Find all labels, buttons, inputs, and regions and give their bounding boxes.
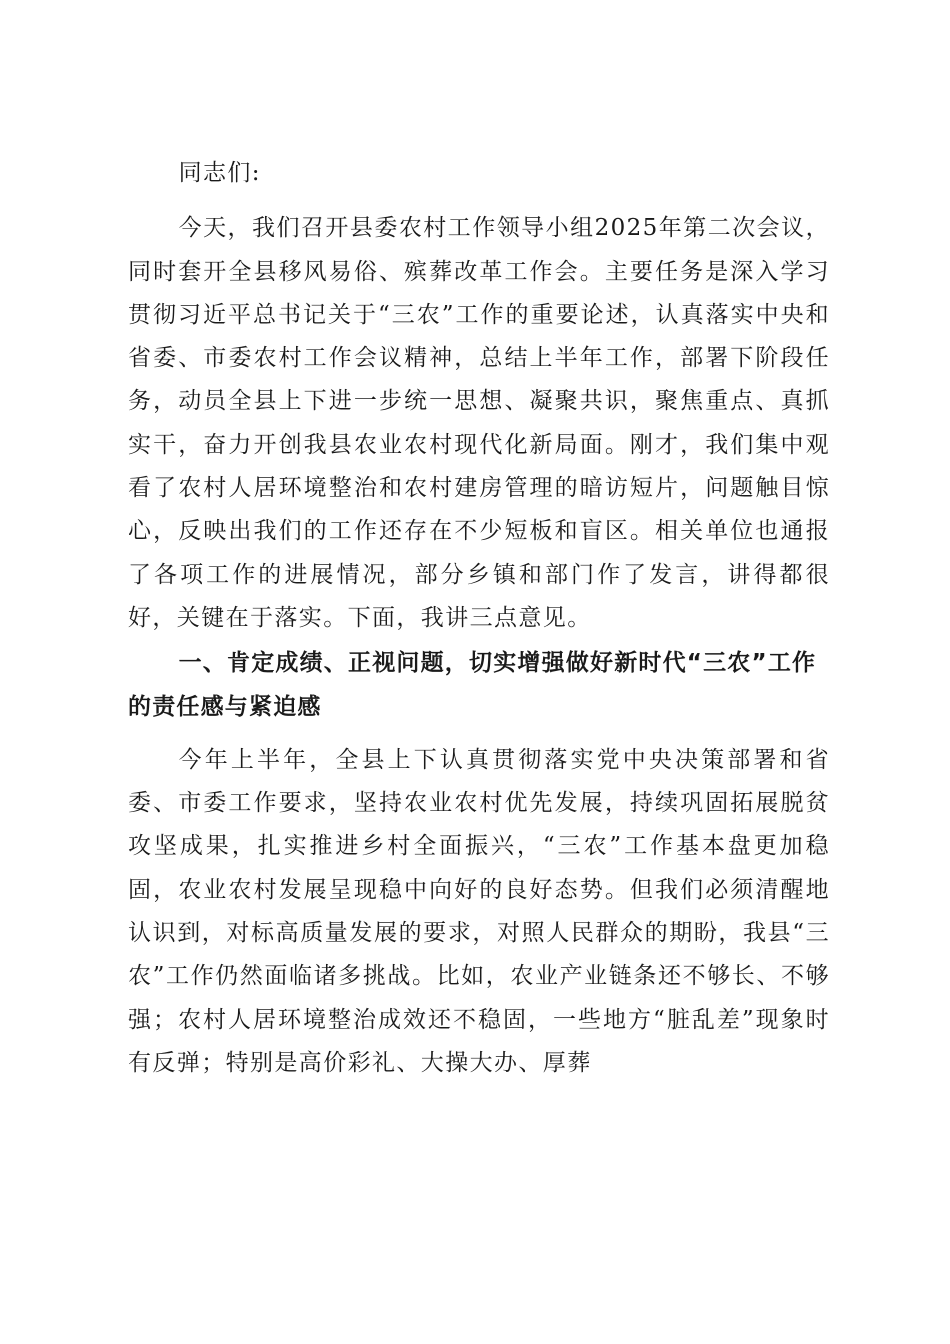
section-1-paragraph: 今年上半年，全县上下认真贯彻落实党中央决策部署和省委、市委工作要求，坚持农业农村优先发展，持续巩固拓展脱贫攻坚成果，扎实推进乡村全面振兴，“三农”工作基本盘更加稳固，农业农村发展呈现稳中向好的良好态势。但我们必须清醒地认识到，对标高质量发展的要求，对照人民群众的期盼，我县“三农”工作仍然面临诸多挑战。比如，农业产业链条还不够长、不够强；农村人居环境整治成效还不稳固，一些地方“脏乱差”现象时有反弹；特别是高价彩礼、大操大办、厚葬 — [128, 746, 830, 1076]
salutation: 同志们: — [178, 160, 261, 186]
intro-paragraph: 今天，我们召开县委农村工作领导小组2025年第二次会议，同时套开全县移风易俗、殡葬改革工作会。主要任务是深入学习贯彻习近平总书记关于“三农”工作的重要论述，认真落实中央和省委、市委农村工作会议精神，总结上半年工作，部署下阶段任务，动员全县上下进一步统一思想、凝聚共识，聚焦重点、真抓实干，奋力开创我县农业农村现代化新局面。刚才，我们集中观看了农村人居环境整治和农村建房管理的暗访短片，问题触目惊心，反映出我们的工作还存在不少短板和盲区。相关单位也通报了各项工作的进展情况，部分乡镇和部门作了发言，讲得都很好，关键在于落实。下面，我讲三点意见。 — [128, 215, 830, 631]
section-1-heading: 一、肯定成绩、正视问题，切实增强做好新时代“三农”工作的责任感与紧迫感 — [128, 650, 817, 720]
document-body — [128, 152, 830, 1085]
